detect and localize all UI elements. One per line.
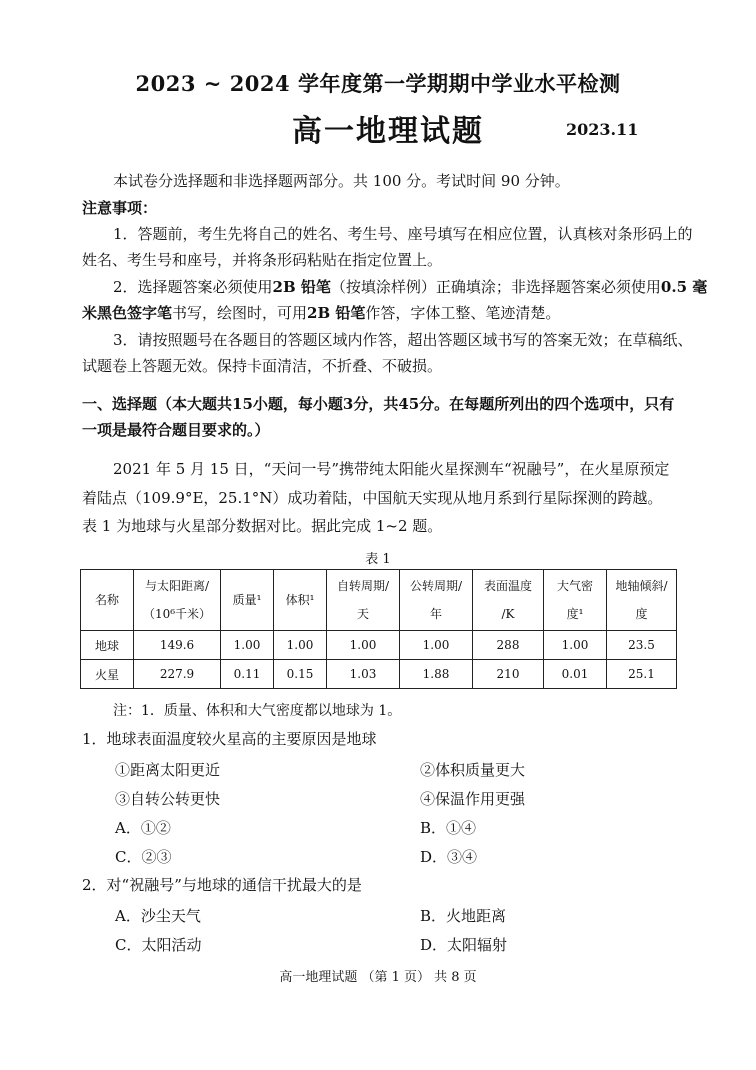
table-cell: 1.00: [221, 631, 274, 660]
exam-date: 2023.11: [566, 120, 639, 139]
q1-statement-4: ④保温作用更强: [420, 790, 526, 808]
note-3-line-2: 试题卷上答题无效。保持卡面清洁，不折叠、不破损。: [82, 357, 443, 375]
intro-text: 本试卷分选择题和非选择题两部分。共 100 分。考试时间 90 分钟。: [113, 172, 570, 190]
header-line: 与太阳距离/: [144, 579, 210, 593]
table-cell: 1.00: [400, 631, 473, 660]
passage-line-2: 着陆点（109.9°E，25.1°N）成功着陆，中国航天实现从地月系到行星际探测的跨越。: [82, 489, 663, 507]
q1-statement-3: ③自转公转更快: [115, 790, 221, 808]
note-2-seg-h: 作答，字体工整、笔迹清楚。: [365, 304, 561, 322]
table-cell: 火星: [81, 660, 134, 689]
table-header-cell: [544, 570, 607, 631]
header-line: 质量¹: [232, 593, 262, 607]
header-line: （10⁶千米）: [142, 607, 212, 621]
note-3-line-1: 3．请按照题号在各题目的答题区域内作答，超出答题区域书写的答案无效；在草稿纸、: [113, 331, 693, 349]
header-line: 公转周期/: [409, 579, 463, 593]
header-line: 度: [635, 607, 648, 621]
table-cell: 288: [473, 631, 544, 660]
table-header-row: [81, 570, 677, 631]
header-line: /K: [501, 607, 515, 621]
note-2-seg-e: 米黑色签字笔: [82, 304, 173, 322]
note-2-seg-f: 书写，绘图时，可用: [172, 304, 308, 322]
header-line: 天: [356, 607, 369, 621]
question-1-stem: 1．地球表面温度较火星高的主要原因是地球: [82, 730, 377, 748]
passage-line-3: 表 1 为地球与火星部分数据对比。据此完成 1~2 题。: [82, 517, 443, 535]
section-1-heading-line-1: 一、选择题（本大题共15小题，每小题3分，共45分。在每题所列出的四个选项中，只有: [82, 395, 675, 413]
header-line: 自转周期/: [336, 579, 390, 593]
header-line: 度¹: [566, 607, 584, 621]
table-note: 注：1．质量、体积和大气密度都以地球为 1。: [113, 703, 402, 719]
q1-option-b: B．①④: [420, 819, 477, 837]
header-line: 表面温度: [483, 579, 532, 593]
table-cell: 1.03: [327, 660, 400, 689]
table-cell: 1.88: [400, 660, 473, 689]
q2-option-b: B．火地距离: [420, 907, 507, 925]
table-header-cell: [274, 570, 327, 631]
table-header-cell: [607, 570, 677, 631]
note-2-seg-b: 2B 铅笔: [272, 278, 331, 296]
page-footer: 高一地理试题 （第 1 页） 共 8 页: [279, 970, 477, 985]
table-cell: 23.5: [607, 631, 677, 660]
note-1-line-1: 1．答题前，考生先将自己的姓名、考生号、座号填写在相应位置，认真核对条形码上的: [113, 225, 693, 243]
note-2-seg-c: （按填涂样例）正确填涂；非选择题答案必须使用: [330, 278, 661, 296]
table-cell: 210: [473, 660, 544, 689]
table-caption: 表 1: [365, 552, 391, 567]
table-cell: 0.11: [221, 660, 274, 689]
table-cell: 0.15: [274, 660, 327, 689]
table-row: [81, 631, 677, 660]
table-header-cell: [134, 570, 221, 631]
table-header-cell: [221, 570, 274, 631]
header-line: 名称: [94, 593, 119, 607]
q1-statement-2: ②体积质量更大: [420, 761, 526, 779]
section-1-heading-line-2: 一项是最符合题目要求的。）: [82, 421, 270, 439]
header-line: 体积¹: [285, 593, 315, 607]
note-2-seg-d: 0.5 毫: [660, 278, 708, 296]
exam-title: 2023 ~ 2024 学年度第一学期期中学业水平检测: [135, 71, 621, 96]
table-cell: 1.00: [327, 631, 400, 660]
q1-option-c: C．②③: [115, 848, 172, 866]
table-cell: 227.9: [134, 660, 221, 689]
table-cell: 1.00: [544, 631, 607, 660]
note-2-seg-g: 2B 铅笔: [307, 304, 366, 322]
table-cell: 25.1: [607, 660, 677, 689]
table-header-cell: [81, 570, 134, 631]
q2-option-c: C．太阳活动: [115, 936, 202, 954]
q2-option-d: D．太阳辐射: [420, 936, 508, 954]
note-2-line-2: [82, 303, 560, 324]
q1-statement-1: ①距离太阳更近: [115, 761, 221, 779]
table-header-cell: [327, 570, 400, 631]
table-cell: 地球: [81, 631, 134, 660]
table-cell: 0.01: [544, 660, 607, 689]
subject-title: 高一地理试题: [292, 114, 484, 149]
q1-option-a: A．①②: [115, 819, 171, 837]
header-line: 年: [429, 607, 442, 621]
planet-data-table: [80, 569, 677, 689]
q1-option-d: D．③④: [420, 848, 478, 866]
table-header-cell: [400, 570, 473, 631]
table-cell: 149.6: [134, 631, 221, 660]
header-line: 地轴倾斜/: [615, 579, 668, 593]
note-2-seg-a: 2．选择题答案必须使用: [113, 278, 273, 296]
table-header-cell: [473, 570, 544, 631]
notes-heading: 注意事项：: [82, 199, 158, 217]
note-2-line-1: [113, 277, 707, 298]
table-cell: 1.00: [274, 631, 327, 660]
q2-option-a: A．沙尘天气: [115, 907, 201, 925]
table-row: [81, 660, 677, 689]
passage-line-1: 2021 年 5 月 15 日，“天问一号”携带纯太阳能火星探测车“祝融号”，在火星原预定: [113, 460, 670, 478]
question-2-stem: 2．对“祝融号”与地球的通信干扰最大的是: [82, 876, 362, 894]
header-line: 大气密: [556, 579, 593, 593]
note-1-line-2: 姓名、考生号和座号，并将条形码粘贴在指定位置上。: [82, 251, 443, 269]
